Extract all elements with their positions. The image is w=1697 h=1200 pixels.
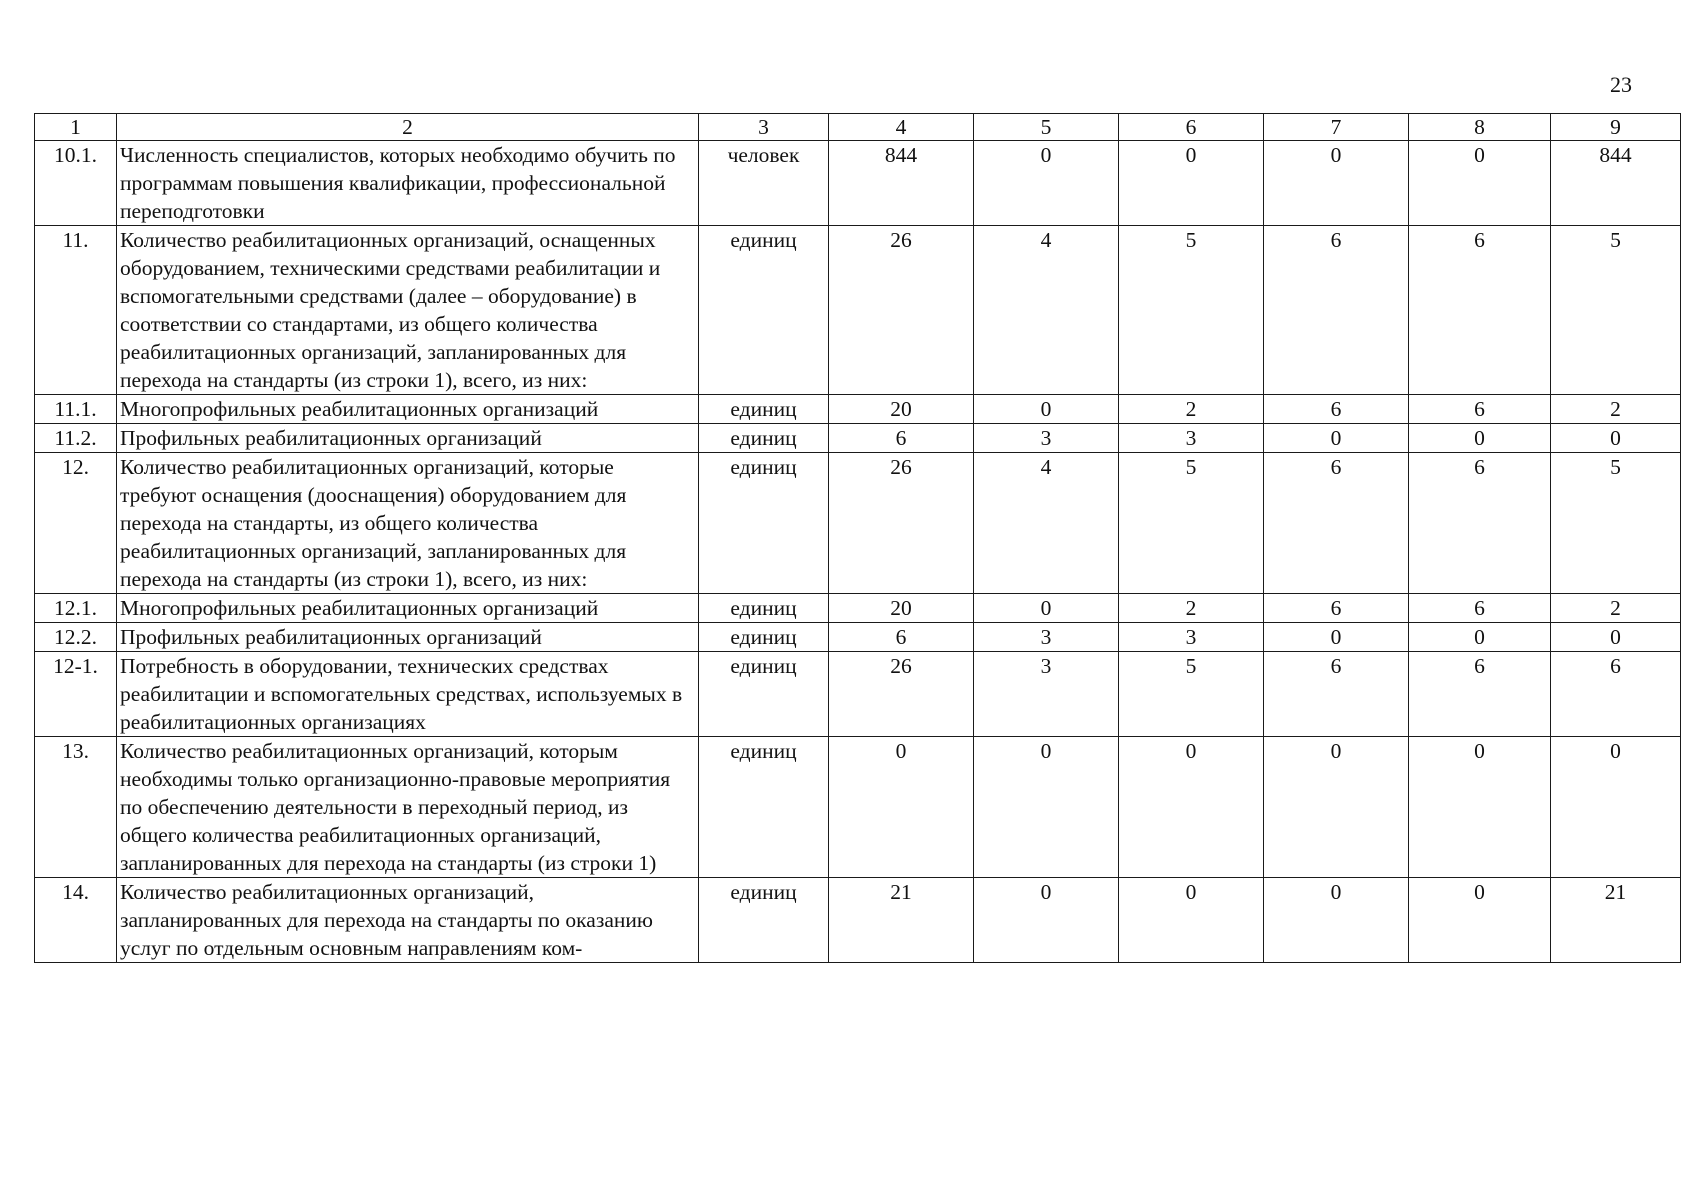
table-row bbox=[35, 737, 1681, 878]
row-number-cell: 12.1. bbox=[35, 594, 117, 623]
value-cell-col-6: 5 bbox=[1119, 453, 1264, 594]
value-cell-col-5: 0 bbox=[974, 395, 1119, 424]
table-row bbox=[35, 424, 1681, 453]
value-cell-col-9: 2 bbox=[1551, 395, 1681, 424]
value-cell-col-4: 21 bbox=[829, 878, 974, 963]
table-row bbox=[35, 652, 1681, 737]
indicator-description-cell: Количество реабилитационных организаций, запланированных для перехода на стандарты по оказанию услуг по отдельным основным направлениям ком- bbox=[117, 878, 699, 963]
unit-cell: единиц bbox=[699, 226, 829, 395]
row-number-cell: 12-1. bbox=[35, 652, 117, 737]
header-cell-col-9: 9 bbox=[1551, 114, 1681, 141]
value-cell-col-4: 0 bbox=[829, 737, 974, 878]
value-cell-col-4: 26 bbox=[829, 652, 974, 737]
unit-cell: единиц bbox=[699, 878, 829, 963]
indicators-table bbox=[34, 113, 1681, 963]
indicator-description-cell: Количество реабилитационных организаций, которые требуют оснащения (дооснащения) оборудованием для перехода на стандарты, из общего количества реабилитационных организаций, запланированных для перехода на стандарты (из строки 1), всего, из них: bbox=[117, 453, 699, 594]
header-cell-col-4: 4 bbox=[829, 114, 974, 141]
indicator-description-cell: Потребность в оборудовании, технических средствах реабилитации и вспомогательных средствах, используемых в реабилитационных организациях bbox=[117, 652, 699, 737]
row-number-cell: 12. bbox=[35, 453, 117, 594]
unit-cell: единиц bbox=[699, 737, 829, 878]
value-cell-col-8: 6 bbox=[1409, 652, 1551, 737]
unit-cell: единиц bbox=[699, 424, 829, 453]
unit-cell: человек bbox=[699, 141, 829, 226]
value-cell-col-5: 3 bbox=[974, 652, 1119, 737]
value-cell-col-7: 6 bbox=[1264, 594, 1409, 623]
value-cell-col-4: 26 bbox=[829, 226, 974, 395]
value-cell-col-7: 6 bbox=[1264, 453, 1409, 594]
value-cell-col-9: 5 bbox=[1551, 453, 1681, 594]
value-cell-col-9: 2 bbox=[1551, 594, 1681, 623]
value-cell-col-8: 0 bbox=[1409, 878, 1551, 963]
value-cell-col-7: 0 bbox=[1264, 878, 1409, 963]
row-number-cell: 12.2. bbox=[35, 623, 117, 652]
value-cell-col-6: 0 bbox=[1119, 737, 1264, 878]
value-cell-col-5: 0 bbox=[974, 594, 1119, 623]
value-cell-col-7: 6 bbox=[1264, 652, 1409, 737]
value-cell-col-9: 844 bbox=[1551, 141, 1681, 226]
value-cell-col-8: 0 bbox=[1409, 141, 1551, 226]
value-cell-col-8: 6 bbox=[1409, 453, 1551, 594]
unit-cell: единиц bbox=[699, 594, 829, 623]
table-row bbox=[35, 453, 1681, 594]
header-cell-col-7: 7 bbox=[1264, 114, 1409, 141]
row-number-cell: 11.2. bbox=[35, 424, 117, 453]
row-number-cell: 14. bbox=[35, 878, 117, 963]
value-cell-col-9: 0 bbox=[1551, 424, 1681, 453]
table-row bbox=[35, 623, 1681, 652]
value-cell-col-8: 6 bbox=[1409, 395, 1551, 424]
value-cell-col-4: 6 bbox=[829, 424, 974, 453]
unit-cell: единиц bbox=[699, 652, 829, 737]
row-number-cell: 13. bbox=[35, 737, 117, 878]
unit-cell: единиц bbox=[699, 453, 829, 594]
header-cell-col-5: 5 bbox=[974, 114, 1119, 141]
indicator-description-cell: Многопрофильных реабилитационных организаций bbox=[117, 594, 699, 623]
value-cell-col-7: 0 bbox=[1264, 737, 1409, 878]
table-header-row bbox=[35, 114, 1681, 141]
value-cell-col-6: 3 bbox=[1119, 623, 1264, 652]
value-cell-col-8: 0 bbox=[1409, 424, 1551, 453]
unit-cell: единиц bbox=[699, 395, 829, 424]
value-cell-col-9: 0 bbox=[1551, 737, 1681, 878]
value-cell-col-5: 4 bbox=[974, 453, 1119, 594]
indicator-description-cell: Профильных реабилитационных организаций bbox=[117, 623, 699, 652]
unit-cell: единиц bbox=[699, 623, 829, 652]
value-cell-col-8: 6 bbox=[1409, 226, 1551, 395]
page-number: 23 bbox=[1610, 72, 1632, 97]
header-cell-col-6: 6 bbox=[1119, 114, 1264, 141]
value-cell-col-5: 0 bbox=[974, 737, 1119, 878]
header-cell-col-3: 3 bbox=[699, 114, 829, 141]
table-row bbox=[35, 878, 1681, 963]
value-cell-col-6: 0 bbox=[1119, 141, 1264, 226]
indicator-description-cell: Многопрофильных реабилитационных организаций bbox=[117, 395, 699, 424]
value-cell-col-4: 6 bbox=[829, 623, 974, 652]
value-cell-col-6: 0 bbox=[1119, 878, 1264, 963]
indicator-description-cell: Количество реабилитационных организаций, оснащенных оборудованием, техническими средствами реабилитации и вспомогательными средствами (далее – оборудование) в соответствии со стандартами, из общего количества реабилитационных организаций, запланированных для перехода на стандарты (из строки 1), всего, из них: bbox=[117, 226, 699, 395]
value-cell-col-4: 20 bbox=[829, 594, 974, 623]
header-cell-col-8: 8 bbox=[1409, 114, 1551, 141]
value-cell-col-5: 4 bbox=[974, 226, 1119, 395]
value-cell-col-7: 0 bbox=[1264, 141, 1409, 226]
value-cell-col-6: 5 bbox=[1119, 652, 1264, 737]
indicator-description-cell: Профильных реабилитационных организаций bbox=[117, 424, 699, 453]
value-cell-col-4: 26 bbox=[829, 453, 974, 594]
value-cell-col-8: 0 bbox=[1409, 737, 1551, 878]
header-cell-col-2: 2 bbox=[117, 114, 699, 141]
table-row bbox=[35, 141, 1681, 226]
value-cell-col-5: 0 bbox=[974, 141, 1119, 226]
value-cell-col-7: 0 bbox=[1264, 424, 1409, 453]
table-row bbox=[35, 395, 1681, 424]
value-cell-col-5: 3 bbox=[974, 424, 1119, 453]
value-cell-col-6: 3 bbox=[1119, 424, 1264, 453]
row-number-cell: 10.1. bbox=[35, 141, 117, 226]
header-cell-col-1: 1 bbox=[35, 114, 117, 141]
value-cell-col-5: 3 bbox=[974, 623, 1119, 652]
value-cell-col-9: 6 bbox=[1551, 652, 1681, 737]
row-number-cell: 11.1. bbox=[35, 395, 117, 424]
value-cell-col-4: 844 bbox=[829, 141, 974, 226]
value-cell-col-5: 0 bbox=[974, 878, 1119, 963]
value-cell-col-6: 2 bbox=[1119, 594, 1264, 623]
value-cell-col-6: 2 bbox=[1119, 395, 1264, 424]
table-row bbox=[35, 594, 1681, 623]
value-cell-col-6: 5 bbox=[1119, 226, 1264, 395]
value-cell-col-8: 0 bbox=[1409, 623, 1551, 652]
value-cell-col-9: 5 bbox=[1551, 226, 1681, 395]
row-number-cell: 11. bbox=[35, 226, 117, 395]
value-cell-col-7: 0 bbox=[1264, 623, 1409, 652]
value-cell-col-7: 6 bbox=[1264, 226, 1409, 395]
value-cell-col-4: 20 bbox=[829, 395, 974, 424]
table-row bbox=[35, 226, 1681, 395]
indicator-description-cell: Количество реабилитационных организаций, которым необходимы только организационно-правовые мероприятия по обеспечению деятельности в переходный период, из общего количества реабилитационных организаций, запланированных для перехода на стандарты (из строки 1) bbox=[117, 737, 699, 878]
value-cell-col-9: 0 bbox=[1551, 623, 1681, 652]
value-cell-col-9: 21 bbox=[1551, 878, 1681, 963]
value-cell-col-7: 6 bbox=[1264, 395, 1409, 424]
value-cell-col-8: 6 bbox=[1409, 594, 1551, 623]
indicator-description-cell: Численность специалистов, которых необходимо обучить по программам повышения квалификации, профессиональной переподготовки bbox=[117, 141, 699, 226]
